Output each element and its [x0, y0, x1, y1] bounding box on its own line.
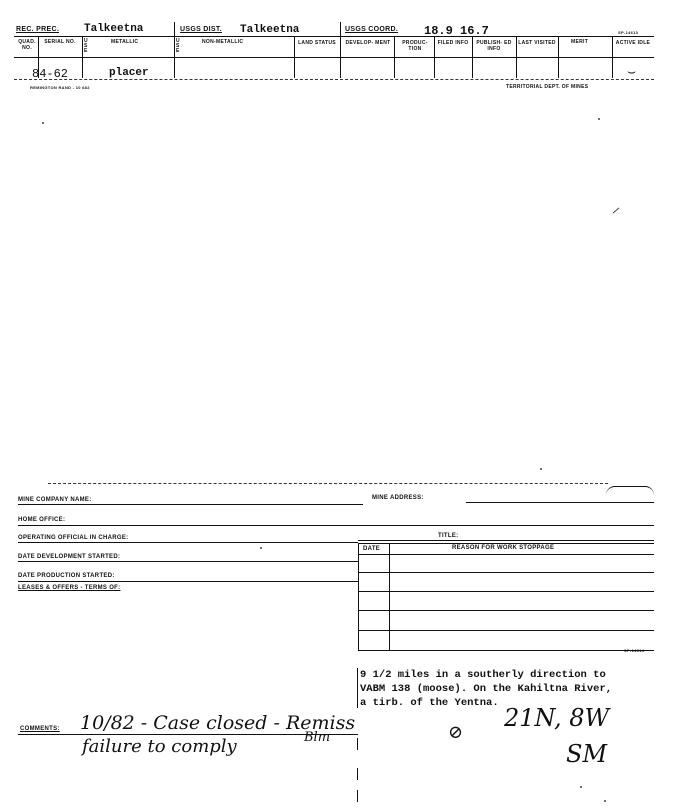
- handwritten-meridian: SM: [566, 740, 608, 768]
- handwritten-comment-line-2: failure to comply: [82, 736, 237, 757]
- col-serial-no: SERIAL NO.: [44, 39, 76, 45]
- speck: [580, 786, 582, 788]
- speck: [540, 468, 542, 470]
- rec-prec-value: Talkeetna: [84, 23, 144, 35]
- location-line-2: VABM 138 (moose). On the Kahiltna River,: [360, 683, 613, 695]
- top-header: [14, 22, 654, 92]
- handwritten-township: 21N, 8W: [504, 704, 610, 732]
- home-office-label: HOME OFFICE:: [18, 517, 66, 523]
- col-use-2: USE: [176, 38, 180, 54]
- location-line-1: 9 1/2 miles in a southerly direction to: [360, 669, 606, 681]
- form-number-2: SP-14614: [624, 648, 645, 653]
- operating-official-label: OPERATING OFFICIAL IN CHARGE:: [18, 535, 129, 541]
- col-published-info: PUBLISH- ED INFO: [476, 40, 512, 52]
- footer-small-left: REMINGTON RAND - 10 682: [30, 85, 90, 90]
- active-idle-mark: ⌣: [627, 64, 637, 80]
- location-line-3: a tirb. of the Yentna.: [360, 697, 499, 709]
- col-last-visited: LAST VISITED: [518, 40, 556, 46]
- usgs-coord-label: USGS COORD.: [345, 26, 399, 33]
- col-filed-info: FILED INFO: [437, 40, 469, 46]
- mine-company-name-label: MINE COMPANY NAME:: [18, 497, 92, 503]
- col-land-status: LAND STATUS: [298, 40, 336, 46]
- col-production: PRODUC- TION: [402, 40, 428, 52]
- col-use-1: USE: [84, 38, 88, 54]
- col-quad-no: QUAD. NO.: [18, 39, 36, 51]
- record-serial: 84-62: [32, 67, 69, 81]
- footer-small-right: TERRITORIAL DEPT. OF MINES: [506, 84, 589, 90]
- col-metallic: METALLIC: [111, 39, 139, 45]
- mine-address-label: MINE ADDRESS:: [372, 495, 424, 501]
- col-development: DEVELOP- MENT: [345, 40, 391, 46]
- date-production-label: DATE PRODUCTION STARTED:: [18, 573, 115, 579]
- handwritten-comment-note: Blm: [304, 730, 331, 745]
- usgs-coord-value: 18.9 16.7: [424, 24, 489, 38]
- col-active-idle: ACTIVE IDLE: [615, 40, 651, 46]
- handwritten-township-mark: ⊘: [448, 722, 464, 743]
- date-column-header: DATE: [363, 546, 381, 552]
- rec-prec-label: REC. PREC.: [16, 26, 60, 33]
- stray-mark: [613, 208, 620, 214]
- title-label: TITLE:: [438, 533, 459, 539]
- col-non-metallic: NON-METALLIC: [202, 39, 244, 45]
- lower-top-dash: [48, 483, 608, 484]
- record-metallic: placer: [109, 67, 149, 79]
- speck: [42, 122, 44, 124]
- speck: [598, 118, 600, 120]
- comments-label: COMMENTS:: [20, 726, 60, 732]
- handwritten-comment-line-1: 10/82 - Case closed - Remiss: [80, 712, 356, 734]
- usgs-dist-value: Talkeetna: [240, 24, 300, 36]
- speck: [260, 547, 262, 549]
- leases-offers-label: LEASES & OFFERS - TERMS OF:: [18, 585, 121, 591]
- reason-column-header: REASON FOR WORK STOPPAGE: [452, 545, 555, 551]
- form-number: SP-14613: [618, 30, 639, 35]
- speck: [604, 800, 606, 802]
- date-development-label: DATE DEVELOPMENT STARTED:: [18, 554, 121, 560]
- right-curve: [606, 486, 654, 495]
- col-merit: MERIT: [571, 39, 589, 45]
- usgs-dist-label: USGS DIST.: [180, 26, 222, 33]
